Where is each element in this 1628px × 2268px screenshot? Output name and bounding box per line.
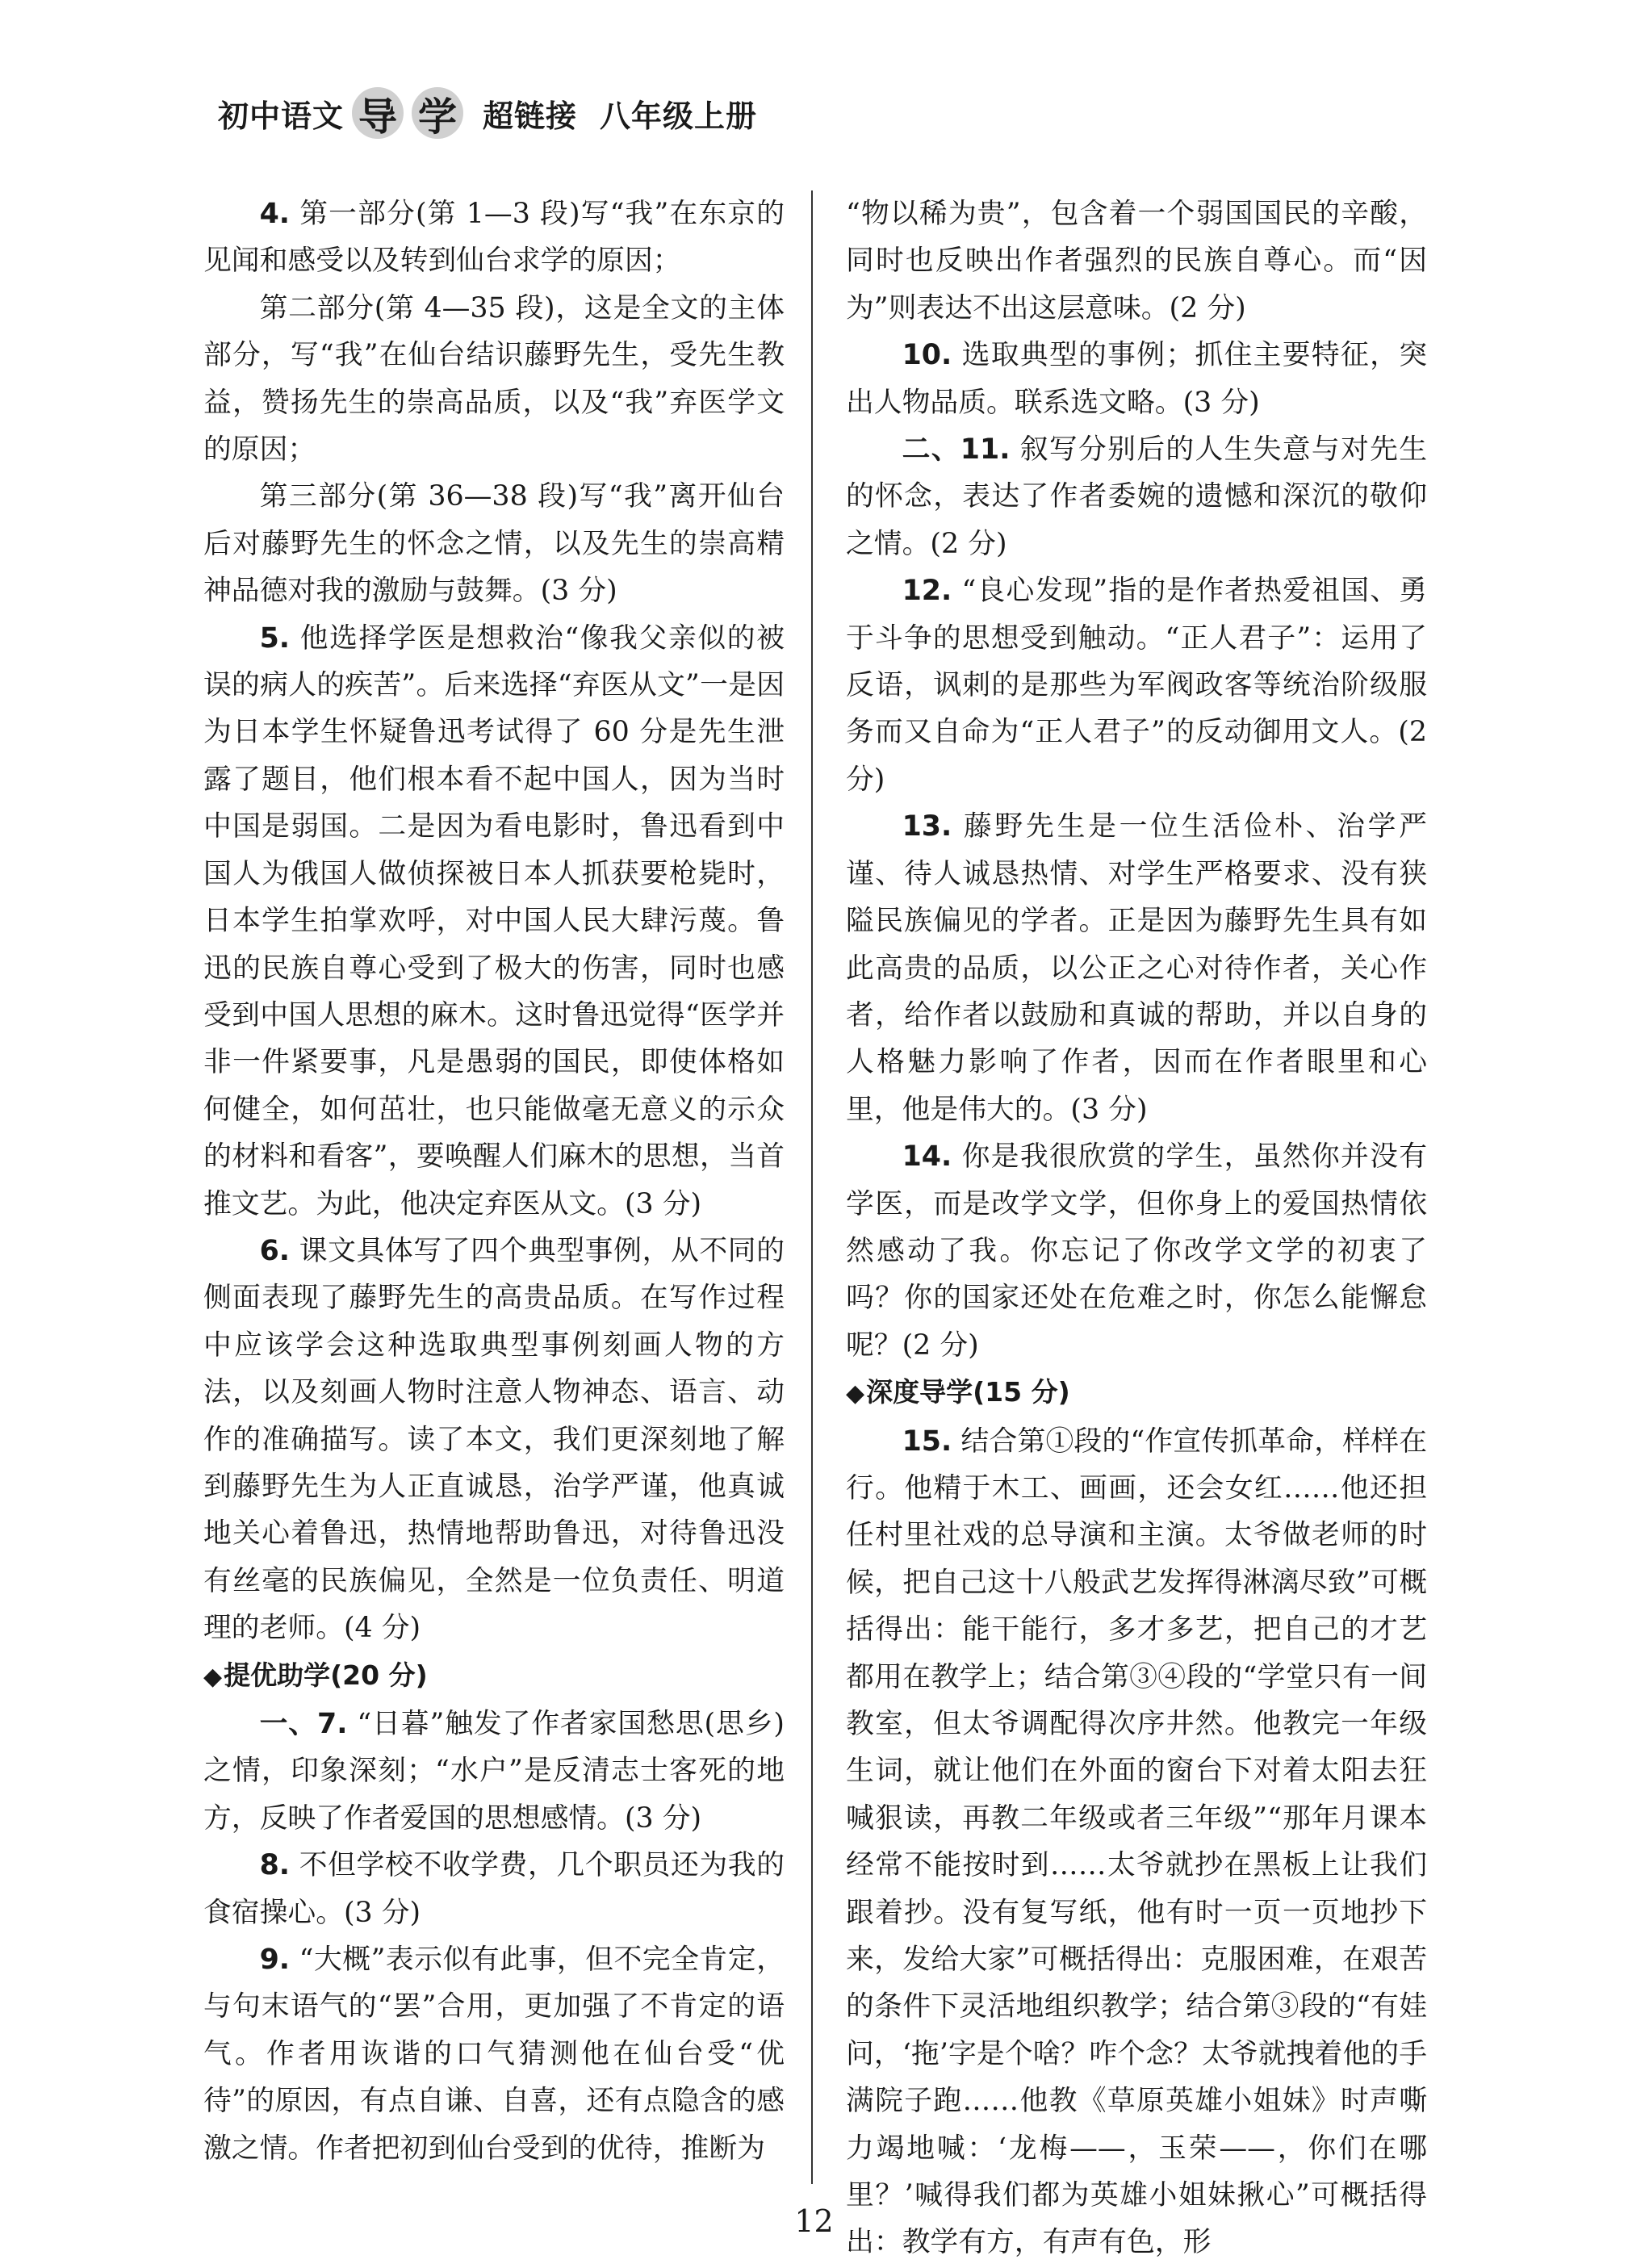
answer-paragraph xyxy=(846,1418,1427,2266)
answer-text: 叙写分别后的人生失意与对先生的怀念，表达了作者委婉的遗憾和深沉的敬仰之情。(2 分) xyxy=(846,433,1427,560)
answer-text: “良心发现”指的是作者热爱祖国、勇于斗争的思想受到触动。“正人君子”：运用了反语，讽刺的是那些为军阀政客等统治阶级服务而又自命为“正人君子”的反动御用文人。(2 分) xyxy=(846,575,1427,796)
answer-text: 第二部分(第 4—35 段)，这是全文的主体部分，写“我”在仙台结识藤野先生，受先生教益，赞扬先生的崇高品质，以及“我”弃医学文的原因； xyxy=(203,291,785,467)
answer-paragraph xyxy=(203,1842,785,1936)
answer-text: 他选择学医是想救治“像我父亲似的被误的病人的疾苦”。后来选择“弃医从文”一是因为日本学生怀疑鲁迅考试得了 60 分是先生泄露了题目，他们根本看不起中国人，因为当时中国是弱国。二是因为看电影时，鲁迅看到中国人为俄国人做侦探被日本人抓获要枪毙时，日本学生拍掌欢呼，对中国人民大肆污蔑。鲁迅的民族自尊心受到了极大的伤害，同时也感受到中国人思想的麻木。这时鲁迅觉得“医学并非一件紧要事，凡是愚弱的国民，即使体格如何健全，如何茁壮，也只能做毫无意义的示众的材料和看客”，要唤醒人们麻木的思想，当首推文艺。为此，他决定弃医从文。(3 分) xyxy=(203,621,785,1220)
question-number: 6. xyxy=(259,1234,291,1267)
answer-paragraph xyxy=(203,285,785,474)
answer-paragraph xyxy=(846,803,1427,1133)
answer-paragraph xyxy=(203,1228,785,1652)
question-number: 15. xyxy=(902,1425,952,1458)
question-number: 二、11. xyxy=(902,433,1011,467)
header-series: 超链接 xyxy=(483,98,578,134)
answer-paragraph xyxy=(846,426,1427,567)
question-number: 9. xyxy=(259,1944,291,1977)
question-number: 4. xyxy=(259,198,291,230)
answer-paragraph xyxy=(203,615,785,1228)
answer-text: “日暮”触发了作者家国愁思(思乡)之情，印象深刻；“水户”是反清志士客死的地方，反映了作者爱国的思想感情。(3 分) xyxy=(203,1708,785,1835)
header-subject: 初中语文 xyxy=(218,98,345,134)
answer-text: 藤野先生是一位生活俭朴、治学严谨、待人诚恳热情、对学生严格要求、没有狭隘民族偏见的学者。正是因为藤野先生具有如此高贵的品质，以公正之心对待作者，关心作者，给作者以鼓励和真诚的帮助，并以自身的人格魅力影响了作者，因而在作者眼里和心里，他是伟大的。(3 分) xyxy=(846,810,1427,1126)
header-char-study: 学 xyxy=(412,87,463,139)
answer-text: 你是我很欣赏的学生，虽然你并没有学医，而是改学文学，但你身上的爱国热情依然感动了我。你忘记了你改学文学的初衷了吗？你的国家还处在危难之时，你怎么能懈怠呢？(2 分) xyxy=(846,1140,1427,1362)
page-number: 12 xyxy=(794,2203,834,2239)
answer-text: “物以稀为贵”，包含着一个弱国国民的辛酸，同时也反映出作者强烈的民族自尊心。而“因为”则表达不出这层意味。(2 分) xyxy=(846,198,1427,324)
question-number: 一、7. xyxy=(259,1708,348,1740)
answer-text: 第三部分(第 36—38 段)写“我”离开仙台后对藤野先生的怀念之情，以及先生的崇高精神品德对我的激励与鼓舞。(3 分) xyxy=(203,480,785,608)
question-number: 12. xyxy=(902,575,952,608)
answer-text: 课文具体写了四个典型事例，从不同的侧面表现了藤野先生的高贵品质。在写作过程中应该学会这种选取典型事例刻画人物的方法，以及刻画人物时注意人物神态、语言、动作的准确描写。读了本文，我们更深刻地了解到藤野先生为人正直诚恳，治学严谨，他真诚地关心着鲁迅，热情地帮助鲁迅，对待鲁迅没有丝毫的民族偏见，全然是一位负责任、明道理的老师。(4 分) xyxy=(203,1234,785,1645)
answer-paragraph xyxy=(846,190,1427,332)
header-grade: 八年级上册 xyxy=(600,98,758,134)
answer-paragraph xyxy=(846,1133,1427,1369)
diamond-bullet-icon: ◆ xyxy=(846,1379,865,1408)
question-number: 10. xyxy=(902,339,952,372)
answer-paragraph xyxy=(846,332,1427,426)
section-heading: ◆提优助学(20 分) xyxy=(203,1659,428,1691)
question-number: 13. xyxy=(902,810,952,843)
question-number: 8. xyxy=(259,1849,291,1882)
column-divider xyxy=(811,190,813,2184)
page-header xyxy=(218,81,757,145)
answer-paragraph xyxy=(203,473,785,614)
answer-paragraph xyxy=(846,567,1427,803)
answer-paragraph xyxy=(203,1701,785,1842)
section-heading: ◆深度导学(15 分) xyxy=(846,1376,1070,1408)
header-char-guide: 导 xyxy=(352,87,404,139)
left-column xyxy=(203,190,785,2172)
right-column xyxy=(846,190,1427,2266)
answer-text: 选取典型的事例；抓住主要特征，突出人物品质。联系选文略。(3 分) xyxy=(846,339,1427,419)
diamond-bullet-icon: ◆ xyxy=(203,1662,223,1691)
answer-paragraph xyxy=(203,1936,785,2172)
answer-text: 结合第①段的“作宣传抓革命，样样在行。他精于木工、画画，还会女红……他还担任村里社戏的总导演和主演。太爷做老师的时候，把自己这十八般武艺发挥得淋漓尽致”可概括得出：能干能行，多才多艺，把自己的才艺都用在教学上；结合第③④段的“学堂只有一间教室，但太爷调配得次序井然。他教完一年级生词，就让他们在外面的窗台下对着太阳去狂喊狠读，再教二年级或者三年级”“那年月课本经常不能按时到……太爷就抄在黑板上让我们跟着抄。没有复写纸，他有时一页一页地抄下来，发给大家”可概括得出：克服困难，在艰苦的条件下灵活地组织教学；结合第③段的“有娃问，‘拖’字是个啥？咋个念？太爷就拽着他的手满院子跑……他教《草原英雄小姐妹》时声嘶力竭地喊：‘龙梅——，玉荣——，你们在哪里？’喊得我们都为英雄小姐妹揪心”可概括得出：教学有方，有声有色，形 xyxy=(846,1425,1427,2259)
question-number: 14. xyxy=(902,1140,952,1174)
answer-text: 不但学校不收学费，几个职员还为我的食宿操心。(3 分) xyxy=(203,1849,785,1929)
question-number: 5. xyxy=(259,621,291,655)
answer-text: “大概”表示似有此事，但不完全肯定，与句末语气的“罢”合用，更加强了不肯定的语气。作者用诙谐的口气猜测他在仙台受“优待”的原因，有点自谦、自喜，还有点隐含的感激之情。作者把初到仙台受到的优待，推断为 xyxy=(203,1944,785,2165)
answer-paragraph xyxy=(203,190,785,285)
answer-text: 第一部分(第 1—3 段)写“我”在东京的见闻和感受以及转到仙台求学的原因； xyxy=(203,198,785,278)
